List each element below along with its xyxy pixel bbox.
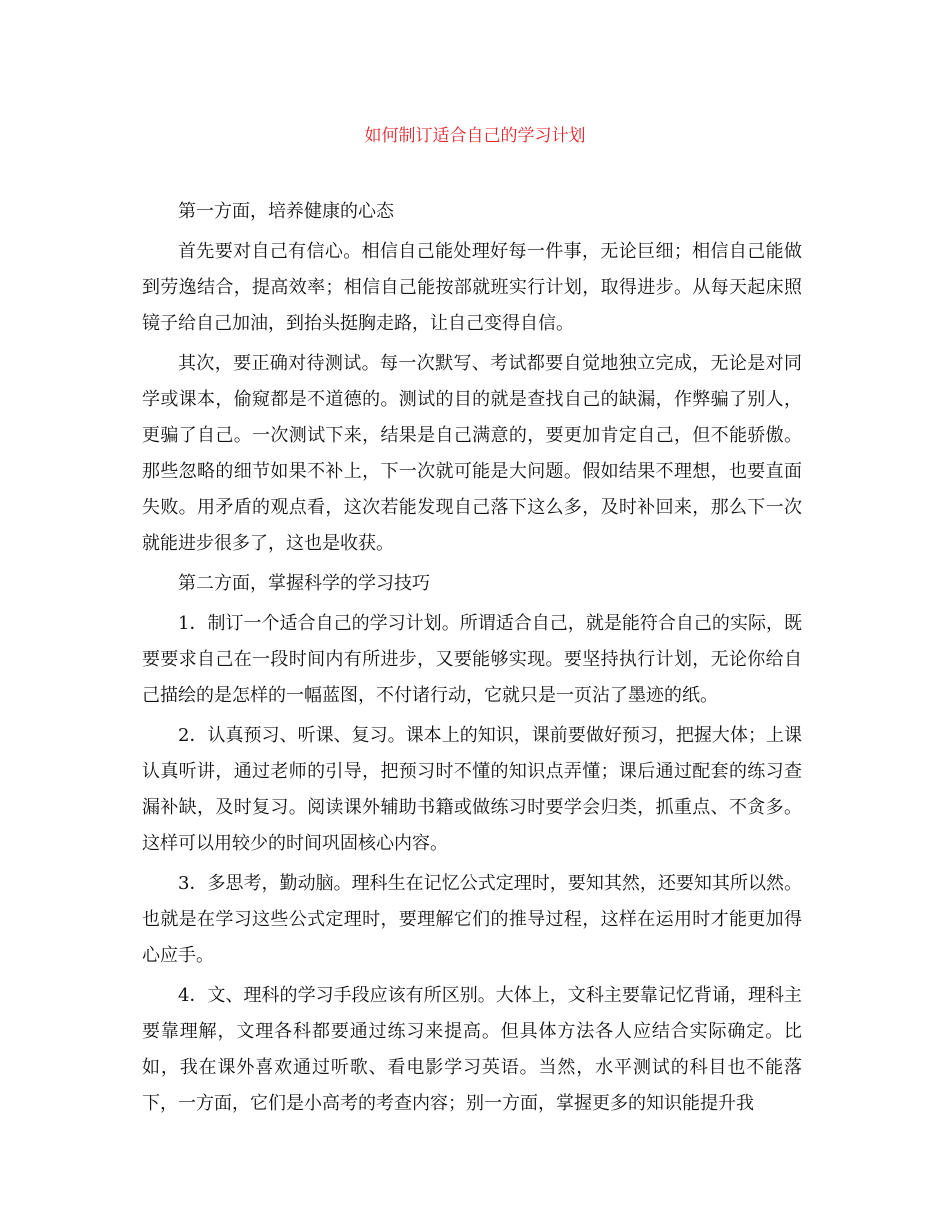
paragraph-item-2: 2．认真预习、听课、复习。课本上的知识，课前要做好预习，把握大体；上课认真听讲，通过老师的引导，把预习时不懂的知识点弄懂；课后通过配套的练习查漏补缺，及时复习。阅读课外辅助书籍或做练习时要学会归类，抓重点、不贪多。这样可以用较少的时间巩固核心内容。 — [142, 725, 802, 854]
section-heading-1: 第一方面，培养健康的心态 — [178, 201, 394, 222]
paragraph-testing: 其次，要正确对待测试。每一次默写、考试都要自觉地独立完成，无论是对同学或课本，偷窥都是不道德的。测试的目的就是查找自己的缺漏，作弊骗了别人，更骗了自己。一次测试下来，结果是自己满意的，要更加肯定自己，但不能骄傲。那些忽略的细节如果不补上，下一次就可能是大问题。假如结果不理想，也要直面失败。用矛盾的观点看，这次若能发现自己落下这么多，及时补回来，那么下一次就能进步很多了，这也是收获。 — [142, 353, 802, 554]
paragraph-item-4: 4．文、理科的学习手段应该有所区别。大体上，文科主要靠记忆背诵，理科主要靠理解，文理各科都要通过练习来提高。但具体方法各人应结合实际确定。比如，我在课外喜欢通过听歌、看电影学习英语。当然，水平测试的科目也不能落下，一方面，它们是小高考的考查内容；别一方面，掌握更多的知识能提升我 — [142, 985, 802, 1114]
section-heading-2: 第二方面，掌握科学的学习技巧 — [178, 573, 430, 594]
document-title: 如何制订适合自己的学习计划 — [364, 126, 586, 146]
paragraph-item-1: 1．制订一个适合自己的学习计划。所谓适合自己，就是能符合自己的实际，既要要求自己在一段时间内有所进步，又要能够实现。要坚持执行计划，无论你给自己描绘的是怎样的一幅蓝图，不付诸行动，它就只是一页沾了墨迹的纸。 — [142, 613, 802, 706]
paragraph-item-3: 3．多思考，勤动脑。理科生在记忆公式定理时，要知其然，还要知其所以然。也就是在学习这些公式定理时，要理解它们的推导过程，这样在运用时才能更加得心应手。 — [142, 873, 802, 966]
document-body — [142, 194, 802, 1126]
paragraph-confidence: 首先要对自己有信心。相信自己能处理好每一件事，无论巨细；相信自己能做到劳逸结合，提高效率；相信自己能按部就班实行计划，取得进步。从每天起床照镜子给自己加油，到抬头挺胸走路，让自己变得自信。 — [142, 241, 802, 334]
